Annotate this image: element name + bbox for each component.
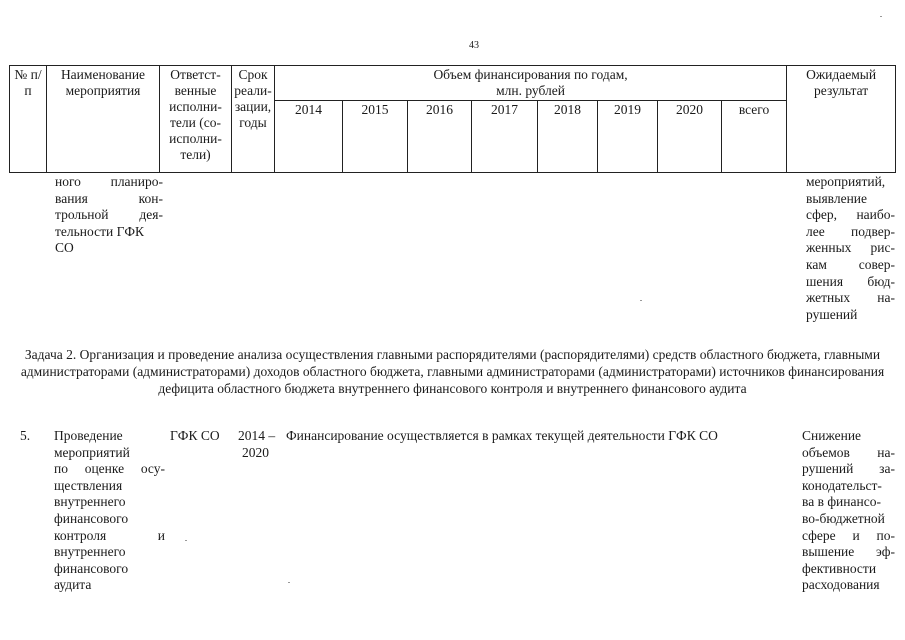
row-result-line: рушений за- — [802, 461, 895, 477]
header-term — [232, 66, 275, 173]
header-year-total: всего — [722, 101, 787, 173]
header-responsible-line: исполни- — [169, 131, 222, 146]
header-term-line: зации, — [234, 99, 272, 114]
row-funding: Финансирование осуществляется в рамках текущей деятельности ГФК СО — [286, 428, 718, 443]
header-responsible-line: исполни- — [169, 99, 222, 114]
row-name-line: контроля и — [54, 527, 165, 543]
row-result-line: сфере и по- — [802, 527, 895, 543]
row-responsible: ГФК СО — [170, 428, 220, 443]
continuation-result-line: жетных на- — [806, 290, 895, 306]
continuation-result-line: рушений — [806, 306, 858, 322]
continuation-result-line: женных рис- — [806, 240, 895, 256]
continuation-name-line: вания кон- — [55, 190, 163, 206]
row-name — [54, 428, 165, 594]
row-result-line: расходования — [802, 577, 880, 593]
row-result-line: во-бюджетной — [802, 510, 885, 526]
header-result — [787, 66, 896, 173]
row-result-line: фективности — [802, 560, 877, 576]
row-name-line: финансового — [54, 560, 129, 576]
scan-speck — [288, 582, 290, 583]
task-2-heading: Задача 2. Организация и проведение анализа осуществления главными распорядителями (распорядителями) средств областного бюджета, главными администраторами (администраторами) доходов областного бюджета, главными администраторами (администраторами) источников финансирования дефицита областного бюджета внутреннего финансового контроля и внутреннего финансового аудита — [20, 347, 885, 396]
continuation-result-line: шения бюд- — [806, 273, 895, 289]
scan-speck — [640, 300, 642, 301]
scan-speck — [185, 540, 187, 541]
header-responsible — [160, 66, 232, 173]
row-result-line: ва в финансо- — [802, 494, 881, 510]
page-number: 43 — [469, 40, 479, 51]
continuation-name-line: ного планиро- — [55, 174, 163, 189]
header-funding — [275, 66, 787, 101]
continuation-name-line: СО — [55, 240, 74, 256]
continuation-name — [55, 174, 163, 257]
header-year: 2018 — [538, 101, 598, 173]
header-result-line: результат — [814, 83, 869, 98]
header-responsible-line: тели (со- — [170, 115, 221, 130]
header-name: Наименование мероприятия — [47, 66, 160, 173]
row-name-line: внутреннего — [54, 544, 126, 560]
row-result-line: Снижение — [802, 428, 862, 443]
row-term-line: 2014 – — [238, 428, 276, 443]
continuation-result — [806, 174, 895, 323]
header-funding-line: Объем финансирования по годам, — [433, 67, 628, 82]
continuation-result-line: выявление — [806, 190, 868, 206]
header-responsible-line: Ответст- — [170, 67, 221, 82]
header-term-line: реали- — [234, 83, 272, 98]
header-term-line: Срок — [238, 67, 268, 82]
continuation-result-line: лее подвер- — [806, 223, 895, 239]
header-year: 2017 — [472, 101, 538, 173]
continuation-name-line: тельности ГФК — [55, 223, 145, 239]
row-name-line: финансового — [54, 510, 129, 526]
continuation-result-line: сфер, наибо- — [806, 207, 895, 223]
header-term-line: годы — [239, 115, 267, 130]
header-year: 2015 — [343, 101, 408, 173]
row-result-line: конодательст- — [802, 477, 882, 493]
table-header — [9, 65, 896, 173]
row-number: 5. — [20, 428, 31, 443]
header-year: 2014 — [275, 101, 343, 173]
header-responsible-line: тели) — [180, 147, 211, 162]
header-responsible-line: венные — [174, 83, 217, 98]
row-result — [802, 428, 895, 594]
continuation-name-line: трольной дея- — [55, 207, 163, 223]
row-name-line: ществления — [54, 477, 123, 493]
header-year: 2016 — [408, 101, 472, 173]
row-name-line: аудита — [54, 577, 92, 593]
header-result-line: Ожидаемый — [806, 67, 877, 82]
row-term-line: 2020 — [242, 444, 269, 460]
row-name-line: внутреннего — [54, 494, 126, 510]
row-name-line: мероприятий — [54, 444, 130, 460]
row-name-line: Проведение — [54, 428, 123, 443]
row-result-line: вышение эф- — [802, 544, 895, 560]
header-year: 2019 — [598, 101, 658, 173]
row-result-line: объемов на- — [802, 444, 895, 460]
header-year: 2020 — [658, 101, 722, 173]
continuation-result-line: мероприятий, — [806, 174, 886, 189]
row-name-line: по оценке осу- — [54, 461, 165, 477]
header-funding-line: млн. рублей — [496, 83, 565, 98]
continuation-result-line: кам совер- — [806, 256, 895, 272]
scan-speck — [880, 16, 882, 17]
row-term — [238, 428, 275, 461]
header-number: № п/п — [10, 66, 47, 173]
